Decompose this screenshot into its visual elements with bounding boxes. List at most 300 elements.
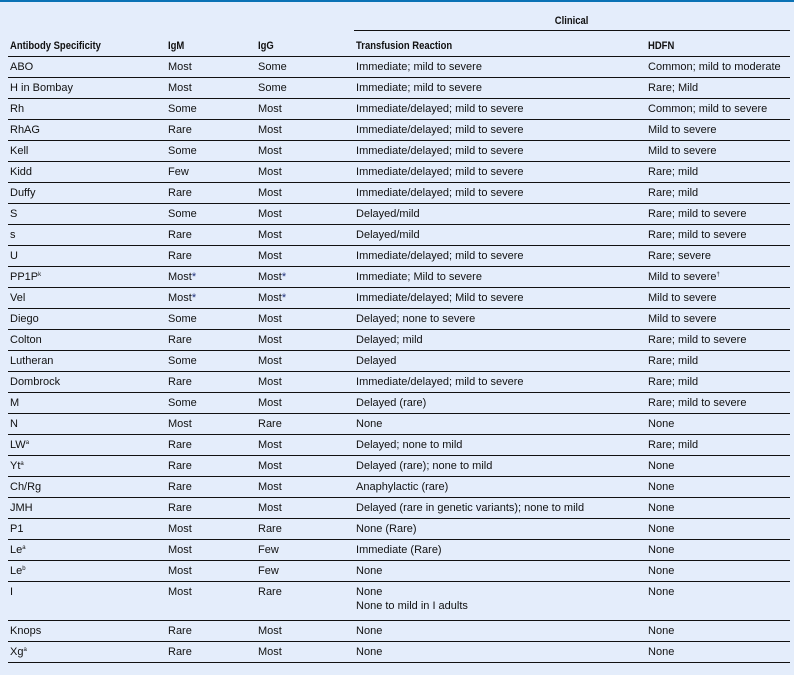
cell-transfusion-reaction bbox=[354, 99, 646, 120]
cell-igg bbox=[256, 561, 354, 582]
cell-hdfn bbox=[646, 519, 790, 540]
cell-specificity bbox=[8, 288, 166, 309]
cell-specificity bbox=[8, 519, 166, 540]
igm-text: Most bbox=[168, 292, 192, 304]
transfusion-text: Immediate/delayed; mild to severe bbox=[356, 166, 524, 178]
transfusion-text: Delayed/mild bbox=[356, 208, 420, 220]
hdfn-text: None bbox=[648, 523, 675, 535]
transfusion-text: Immediate; mild to severe bbox=[356, 61, 482, 73]
hdfn-text: Rare; mild bbox=[648, 355, 699, 367]
cell-transfusion-reaction bbox=[354, 246, 646, 267]
cell-igm bbox=[166, 204, 256, 225]
igg-text: Most bbox=[258, 460, 282, 472]
transfusion-text: Delayed; none to mild bbox=[356, 439, 463, 451]
table-row bbox=[8, 351, 790, 372]
cell-specificity bbox=[8, 57, 166, 78]
igg-footnote-mark: * bbox=[281, 292, 287, 304]
igm-text: Most bbox=[168, 544, 192, 556]
header-igg bbox=[256, 31, 354, 57]
igg-text: Most bbox=[258, 229, 282, 241]
header-label: Antibody Specificity bbox=[10, 39, 101, 52]
cell-transfusion-reaction bbox=[354, 561, 646, 582]
antibody-table bbox=[8, 11, 790, 663]
hdfn-superscript: † bbox=[716, 272, 720, 278]
cell-hdfn bbox=[646, 246, 790, 267]
specificity-text: Lutheran bbox=[10, 355, 54, 367]
igm-text: Rare bbox=[168, 646, 192, 658]
cell-transfusion-reaction bbox=[354, 288, 646, 309]
hdfn-text: Common; mild to severe bbox=[648, 103, 768, 115]
cell-specificity bbox=[8, 477, 166, 498]
table-row bbox=[8, 162, 790, 183]
specificity-text: Duffy bbox=[10, 187, 36, 199]
igm-text: Some bbox=[168, 397, 197, 409]
hdfn-text: Rare; Mild bbox=[648, 82, 699, 94]
table-row bbox=[8, 288, 790, 309]
transfusion-text: Delayed (rare in genetic variants); none to mild bbox=[356, 502, 585, 514]
header-hdfn bbox=[646, 31, 790, 57]
igm-text: Most bbox=[168, 586, 192, 598]
transfusion-text: Immediate/delayed; mild to severe bbox=[356, 187, 524, 199]
cell-specificity bbox=[8, 183, 166, 204]
hdfn-text: Mild to severe bbox=[648, 145, 717, 157]
cell-igg bbox=[256, 393, 354, 414]
igg-text: Most bbox=[258, 271, 282, 283]
igg-text: Most bbox=[258, 187, 282, 199]
igm-text: Most bbox=[168, 271, 192, 283]
specificity-text: s bbox=[10, 229, 16, 241]
cell-hdfn bbox=[646, 477, 790, 498]
igm-text: Most bbox=[168, 565, 192, 577]
specificity-superscript: a bbox=[25, 440, 30, 446]
header-transfusion-reaction bbox=[354, 31, 646, 57]
cell-igg bbox=[256, 225, 354, 246]
transfusion-text: Immediate/delayed; mild to severe bbox=[356, 145, 524, 157]
cell-igg bbox=[256, 540, 354, 561]
cell-igm bbox=[166, 582, 256, 621]
cell-specificity bbox=[8, 540, 166, 561]
transfusion-text: Delayed; none to severe bbox=[356, 313, 476, 325]
igg-text: Some bbox=[258, 82, 287, 94]
hdfn-text: None bbox=[648, 586, 675, 598]
igm-text: Rare bbox=[168, 502, 192, 514]
cell-hdfn bbox=[646, 456, 790, 477]
transfusion-text: Immediate (Rare) bbox=[356, 544, 442, 556]
cell-specificity bbox=[8, 141, 166, 162]
specificity-text: Colton bbox=[10, 334, 42, 346]
igm-text: Rare bbox=[168, 124, 192, 136]
cell-hdfn bbox=[646, 498, 790, 519]
cell-igg bbox=[256, 519, 354, 540]
cell-igg bbox=[256, 309, 354, 330]
cell-hdfn bbox=[646, 561, 790, 582]
cell-transfusion-reaction bbox=[354, 540, 646, 561]
header-igm bbox=[166, 31, 256, 57]
cell-hdfn bbox=[646, 372, 790, 393]
cell-specificity bbox=[8, 561, 166, 582]
specificity-superscript: b bbox=[22, 566, 26, 572]
specificity-text: U bbox=[10, 250, 18, 262]
igg-text: Most bbox=[258, 646, 282, 658]
specificity-text: Xg bbox=[10, 646, 24, 658]
table-body bbox=[8, 57, 790, 663]
cell-hdfn bbox=[646, 582, 790, 621]
cell-igg bbox=[256, 141, 354, 162]
igg-text: Rare bbox=[258, 523, 282, 535]
hdfn-text: Rare; mild to severe bbox=[648, 334, 747, 346]
cell-igm bbox=[166, 288, 256, 309]
table-row bbox=[8, 393, 790, 414]
igm-text: Rare bbox=[168, 376, 192, 388]
specificity-text: Ch/Rg bbox=[10, 481, 42, 493]
cell-igg bbox=[256, 414, 354, 435]
specificity-text: Le bbox=[10, 544, 23, 556]
igm-text: Rare bbox=[168, 187, 192, 199]
table-row bbox=[8, 78, 790, 99]
cell-igg bbox=[256, 477, 354, 498]
cell-hdfn bbox=[646, 642, 790, 663]
cell-hdfn bbox=[646, 435, 790, 456]
transfusion-text: Immediate/delayed; mild to severe bbox=[356, 250, 524, 262]
specificity-superscript: a bbox=[22, 545, 26, 551]
specificity-text: Yt bbox=[10, 460, 21, 472]
cell-igm bbox=[166, 435, 256, 456]
table-row bbox=[8, 267, 790, 288]
header-label: Transfusion Reaction bbox=[356, 40, 453, 52]
cell-igm bbox=[166, 621, 256, 642]
cell-igm bbox=[166, 414, 256, 435]
header-antibody-specificity bbox=[8, 31, 166, 57]
transfusion-text: Immediate/delayed; mild to severe bbox=[356, 124, 524, 136]
cell-igm bbox=[166, 540, 256, 561]
cell-specificity bbox=[8, 225, 166, 246]
specificity-text: H in Bombay bbox=[10, 82, 73, 94]
cell-transfusion-reaction bbox=[354, 477, 646, 498]
hdfn-text: None bbox=[648, 481, 675, 493]
cell-transfusion-reaction bbox=[354, 78, 646, 99]
cell-transfusion-reaction bbox=[354, 435, 646, 456]
igm-text: Some bbox=[168, 145, 197, 157]
cell-hdfn bbox=[646, 141, 790, 162]
cell-specificity bbox=[8, 309, 166, 330]
igm-text: Rare bbox=[168, 229, 192, 241]
specificity-text: P1 bbox=[10, 523, 24, 535]
cell-specificity bbox=[8, 372, 166, 393]
cell-transfusion-reaction bbox=[354, 642, 646, 663]
cell-igm bbox=[166, 141, 256, 162]
cell-transfusion-reaction bbox=[354, 225, 646, 246]
hdfn-text: Rare; mild to severe bbox=[648, 208, 747, 220]
cell-igm bbox=[166, 372, 256, 393]
igm-text: Rare bbox=[168, 481, 192, 493]
cell-hdfn bbox=[646, 330, 790, 351]
igg-text: Few bbox=[258, 565, 279, 577]
igg-text: Most bbox=[258, 334, 282, 346]
cell-transfusion-reaction bbox=[354, 456, 646, 477]
igm-footnote-mark: * bbox=[191, 271, 197, 283]
header-label: HDFN bbox=[648, 40, 675, 52]
transfusion-text: None bbox=[356, 565, 383, 577]
table-row bbox=[8, 372, 790, 393]
cell-igm bbox=[166, 309, 256, 330]
cell-transfusion-reaction bbox=[354, 414, 646, 435]
igm-text: Rare bbox=[168, 625, 192, 637]
cell-transfusion-reaction bbox=[354, 120, 646, 141]
igg-footnote-mark: * bbox=[281, 271, 287, 283]
table-row bbox=[8, 225, 790, 246]
specificity-text: JMH bbox=[10, 502, 33, 514]
cell-hdfn bbox=[646, 57, 790, 78]
cell-transfusion-reaction bbox=[354, 498, 646, 519]
cell-hdfn bbox=[646, 162, 790, 183]
hdfn-text: Rare; mild bbox=[648, 439, 699, 451]
igg-text: Few bbox=[258, 544, 279, 556]
table-row bbox=[8, 456, 790, 477]
cell-hdfn bbox=[646, 204, 790, 225]
cell-igm bbox=[166, 477, 256, 498]
hdfn-text: Rare; severe bbox=[648, 250, 711, 262]
igg-text: Most bbox=[258, 145, 282, 157]
igm-text: Most bbox=[168, 418, 192, 430]
specificity-text: Rh bbox=[10, 103, 25, 115]
specificity-text: N bbox=[10, 418, 18, 430]
specificity-text: Kidd bbox=[10, 166, 33, 178]
hdfn-text: None bbox=[648, 544, 675, 556]
cell-specificity bbox=[8, 267, 166, 288]
specificity-text: ABO bbox=[10, 61, 34, 73]
cell-hdfn bbox=[646, 78, 790, 99]
igg-text: Most bbox=[258, 502, 282, 514]
igm-text: Rare bbox=[168, 250, 192, 262]
hdfn-text: None bbox=[648, 625, 675, 637]
table-row bbox=[8, 99, 790, 120]
cell-igg bbox=[256, 78, 354, 99]
cell-transfusion-reaction bbox=[354, 57, 646, 78]
transfusion-text: Immediate/delayed; Mild to severe bbox=[356, 292, 524, 304]
cell-specificity bbox=[8, 582, 166, 621]
table-row bbox=[8, 435, 790, 456]
cell-igm bbox=[166, 78, 256, 99]
cell-transfusion-reaction bbox=[354, 267, 646, 288]
cell-igg bbox=[256, 372, 354, 393]
specificity-text: S bbox=[10, 208, 18, 220]
cell-igg bbox=[256, 621, 354, 642]
igg-text: Most bbox=[258, 397, 282, 409]
specificity-superscript: k bbox=[38, 272, 42, 278]
table-row bbox=[8, 120, 790, 141]
igg-text: Most bbox=[258, 439, 282, 451]
cell-igm bbox=[166, 351, 256, 372]
cell-transfusion-reaction bbox=[354, 183, 646, 204]
cell-transfusion-reaction bbox=[354, 351, 646, 372]
cell-transfusion-reaction bbox=[354, 582, 646, 621]
igg-text: Most bbox=[258, 625, 282, 637]
hdfn-text: None bbox=[648, 565, 675, 577]
igg-text: Some bbox=[258, 61, 287, 73]
igm-text: Rare bbox=[168, 334, 192, 346]
cell-hdfn bbox=[646, 309, 790, 330]
hdfn-text: None bbox=[648, 646, 675, 658]
table-row bbox=[8, 309, 790, 330]
table-row bbox=[8, 621, 790, 642]
cell-igg bbox=[256, 267, 354, 288]
cell-igg bbox=[256, 435, 354, 456]
group-header-row bbox=[8, 11, 790, 31]
cell-specificity bbox=[8, 162, 166, 183]
cell-igg bbox=[256, 351, 354, 372]
cell-igm bbox=[166, 267, 256, 288]
hdfn-text: Common; mild to moderate bbox=[648, 61, 781, 73]
igg-text: Most bbox=[258, 376, 282, 388]
transfusion-text: Delayed/mild bbox=[356, 229, 420, 241]
specificity-text: LW bbox=[10, 439, 26, 451]
transfusion-text: Immediate/delayed; mild to severe bbox=[356, 376, 524, 388]
specificity-text: Diego bbox=[10, 313, 39, 325]
specificity-text: Knops bbox=[10, 625, 42, 637]
cell-specificity bbox=[8, 393, 166, 414]
cell-igm bbox=[166, 99, 256, 120]
igm-text: Some bbox=[168, 313, 197, 325]
cell-igg bbox=[256, 204, 354, 225]
table-row bbox=[8, 582, 790, 621]
igm-text: Some bbox=[168, 103, 197, 115]
transfusion-text: Immediate; mild to severe bbox=[356, 82, 482, 94]
cell-transfusion-reaction bbox=[354, 519, 646, 540]
hdfn-text: Mild to severe bbox=[648, 292, 717, 304]
cell-igm bbox=[166, 642, 256, 663]
hdfn-text: None bbox=[648, 418, 675, 430]
group-header-spacer bbox=[8, 11, 354, 31]
igg-text: Most bbox=[258, 208, 282, 220]
header-label: IgG bbox=[258, 39, 274, 52]
cell-igg bbox=[256, 57, 354, 78]
table-row bbox=[8, 330, 790, 351]
cell-igg bbox=[256, 99, 354, 120]
table-row bbox=[8, 414, 790, 435]
table-row bbox=[8, 519, 790, 540]
cell-igm bbox=[166, 162, 256, 183]
transfusion-text: None bbox=[356, 418, 383, 430]
table-row bbox=[8, 540, 790, 561]
cell-hdfn bbox=[646, 351, 790, 372]
igg-text: Most bbox=[258, 355, 282, 367]
cell-specificity bbox=[8, 351, 166, 372]
hdfn-text: Rare; mild bbox=[648, 166, 699, 178]
transfusion-text: None bbox=[356, 586, 383, 598]
hdfn-text: None bbox=[648, 460, 675, 472]
hdfn-text: Mild to severe bbox=[648, 313, 717, 325]
hdfn-text: Rare; mild bbox=[648, 187, 699, 199]
transfusion-text: None bbox=[356, 646, 383, 658]
cell-hdfn bbox=[646, 183, 790, 204]
transfusion-text: Delayed (rare); none to mild bbox=[356, 460, 493, 472]
igg-text: Most bbox=[258, 124, 282, 136]
transfusion-text: Delayed; mild bbox=[356, 334, 423, 346]
specificity-superscript: a bbox=[23, 647, 27, 653]
table-row bbox=[8, 246, 790, 267]
igg-text: Most bbox=[258, 481, 282, 493]
column-header-row bbox=[8, 31, 790, 57]
igg-text: Most bbox=[258, 292, 282, 304]
table-row bbox=[8, 57, 790, 78]
hdfn-text: Mild to severe bbox=[648, 124, 717, 136]
cell-igm bbox=[166, 456, 256, 477]
specificity-text: Le bbox=[10, 565, 23, 577]
specificity-text: M bbox=[10, 397, 20, 409]
igm-text: Rare bbox=[168, 460, 192, 472]
cell-igg bbox=[256, 582, 354, 621]
cell-hdfn bbox=[646, 288, 790, 309]
cell-igm bbox=[166, 57, 256, 78]
cell-specificity bbox=[8, 246, 166, 267]
igg-text: Most bbox=[258, 166, 282, 178]
header-label: IgM bbox=[168, 39, 185, 52]
igg-text: Most bbox=[258, 250, 282, 262]
table-row bbox=[8, 498, 790, 519]
cell-igg bbox=[256, 498, 354, 519]
igm-text: Rare bbox=[168, 439, 192, 451]
specificity-text: I bbox=[10, 586, 14, 598]
cell-transfusion-reaction bbox=[354, 621, 646, 642]
cell-igg bbox=[256, 162, 354, 183]
transfusion-text: None bbox=[356, 625, 383, 637]
cell-hdfn bbox=[646, 267, 790, 288]
hdfn-text: Rare; mild to severe bbox=[648, 229, 747, 241]
cell-specificity bbox=[8, 456, 166, 477]
cell-hdfn bbox=[646, 120, 790, 141]
cell-hdfn bbox=[646, 225, 790, 246]
transfusion-text: Delayed (rare) bbox=[356, 397, 427, 409]
clinical-label: Clinical bbox=[555, 15, 589, 27]
cell-transfusion-reaction bbox=[354, 372, 646, 393]
transfusion-text: Anaphylactic (rare) bbox=[356, 481, 449, 493]
cell-igm bbox=[166, 246, 256, 267]
cell-igg bbox=[256, 183, 354, 204]
cell-transfusion-reaction bbox=[354, 204, 646, 225]
transfusion-text-secondary: None to mild in I adults bbox=[356, 600, 468, 612]
cell-igm bbox=[166, 498, 256, 519]
cell-specificity bbox=[8, 642, 166, 663]
cell-specificity bbox=[8, 435, 166, 456]
igm-text: Most bbox=[168, 523, 192, 535]
igm-text: Some bbox=[168, 355, 197, 367]
specificity-text: RhAG bbox=[10, 124, 40, 136]
cell-hdfn bbox=[646, 414, 790, 435]
igm-text: Most bbox=[168, 82, 192, 94]
transfusion-text: Immediate/delayed; mild to severe bbox=[356, 103, 524, 115]
igg-text: Most bbox=[258, 313, 282, 325]
group-header-clinical bbox=[354, 11, 790, 31]
cell-specificity bbox=[8, 204, 166, 225]
cell-transfusion-reaction bbox=[354, 393, 646, 414]
cell-hdfn bbox=[646, 99, 790, 120]
cell-igm bbox=[166, 330, 256, 351]
cell-specificity bbox=[8, 498, 166, 519]
cell-igm bbox=[166, 225, 256, 246]
cell-transfusion-reaction bbox=[354, 141, 646, 162]
cell-transfusion-reaction bbox=[354, 309, 646, 330]
cell-specificity bbox=[8, 120, 166, 141]
cell-igg bbox=[256, 288, 354, 309]
cell-igm bbox=[166, 393, 256, 414]
cell-transfusion-reaction bbox=[354, 162, 646, 183]
hdfn-text: Mild to severe bbox=[648, 271, 717, 283]
cell-hdfn bbox=[646, 540, 790, 561]
igg-text: Rare bbox=[258, 586, 282, 598]
cell-specificity bbox=[8, 621, 166, 642]
cell-igm bbox=[166, 120, 256, 141]
table-row bbox=[8, 561, 790, 582]
